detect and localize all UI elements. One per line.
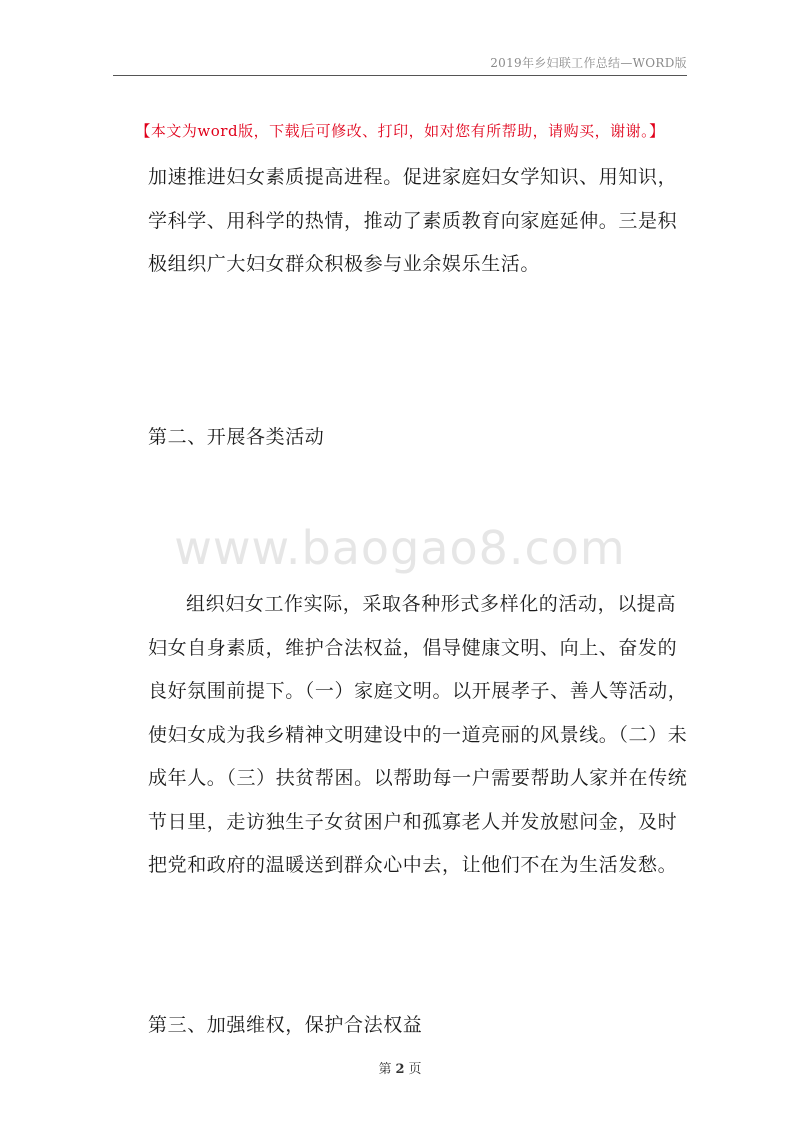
paragraph-continued: 加速推进妇女素质提高进程。促进家庭妇女学知识、用知识，学科学、用科学的热情，推动了素质教育向家庭延伸。三是积极组织广大妇女群众积极参与业余娱乐生活。 — [148, 166, 678, 275]
paragraph-activities: 组织妇女工作实际，采取各种形式多样化的活动，以提高妇女自身素质，维护合法权益，倡导健康文明、向上、奋发的良好氛围前提下。（一）家庭文明。以开展孝子、善人等活动，使妇女成为我乡精神文明建设中的一道亮丽的风景线。（二）未成年人。（三）扶贫帮困。以帮助每一户需要帮助人家并在传统节日里，走访独生子女贫困户和孤寡老人并发放慰问金，及时把党和政府的温暖送到群众心中去，让他们不在为生活发愁。 — [148, 593, 688, 876]
watermark-text: www.baogao8.com — [174, 521, 626, 575]
section-heading-two: 第二、开展各类活动 — [148, 426, 325, 448]
header-divider — [113, 75, 687, 76]
purchase-notice: 【本文为word版，下载后可修改、打印，如对您有所帮助，请购买，谢谢。】 — [135, 122, 665, 140]
section-heading-three: 第三、加强维权，保护合法权益 — [148, 1014, 423, 1036]
page-suffix: 页 — [408, 1062, 422, 1077]
document-header-title: 2019年乡妇联工作总结—WORD版 — [490, 56, 687, 70]
page-number: 2 — [395, 1062, 405, 1077]
page-number-footer — [0, 1058, 800, 1077]
page-prefix: 第 — [378, 1062, 392, 1077]
